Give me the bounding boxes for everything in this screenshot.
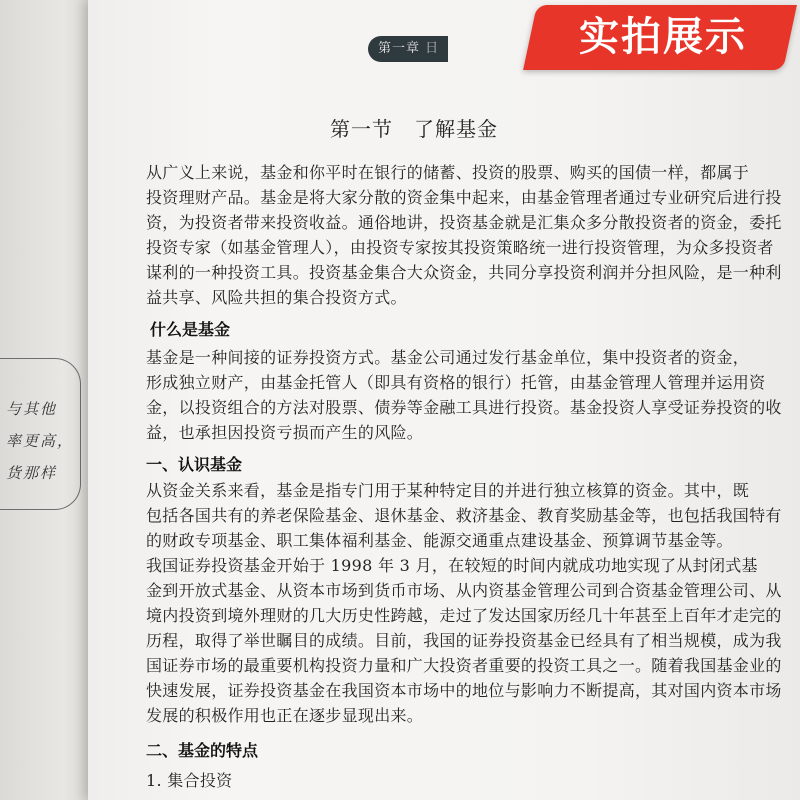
paragraph-line: 快速发展，证券投资基金在我国资本市场中的地位与影响力不断提高，其对国内资本市场 [146,681,782,700]
section-title: 第一节 了解基金 [330,117,498,141]
intro-line: 资，为投资者带来投资收益。通俗地讲，投资基金就是汇集众多分散投资者的资金，委托 [146,213,782,232]
chapter-label: 第一章 [378,41,421,56]
intro-line: 投资理财产品。基金是将大家分散的资金集中起来，由基金管理者通过专业研究后进行投 [146,188,782,207]
list-item: 1. 集合投资 [146,771,233,790]
chapter-tab [368,36,448,62]
paragraph-line: 从资金关系来看，基金是指专门用于某种特定目的并进行独立核算的资金。其中，既 [146,481,750,500]
intro-line: 益共享、风险共担的集合投资方式。 [146,288,407,307]
paragraph-line: 国证券市场的最重要机构投资力量和广大投资者重要的投资工具之一。随着我国基金业的 [146,656,782,675]
what-is-line: 益，也承担因投资亏损而产生的风险。 [146,423,424,442]
paragraph-line: 发展的积极作用也正在逐步显现出来。 [146,706,424,725]
underlying-text-line: 率更高， [6,432,75,450]
underlying-text-line: 与其他 [6,400,58,418]
intro-line: 投资专家（如基金管理人），由投资专家按其投资策略统一进行投资管理，为众多投资者 [146,238,774,257]
underlying-page [0,0,90,800]
intro-line: 谋利的一种投资工具。投资基金集合大众资金，共同分享投资利润并分担风险，是一种利 [146,263,782,282]
paragraph-line: 历程，取得了举世瞩目的成绩。目前，我国的证券投资基金已经具有了相当规模，成为我 [146,631,782,650]
heading-understand-fund: 一、认识基金 [146,455,243,474]
what-is-heading: 什么是基金 [150,320,231,339]
photo-banner-label: 实拍展示 [579,14,747,60]
intro-line: 从广义上来说，基金和你平时在银行的储蓄、投资的股票、购买的国债一样，都属于 [146,163,750,182]
paragraph-line: 金到开放式基金、从资本市场到货币市场、从内资基金管理公司到合资基金管理公司、从 [146,581,782,600]
paragraph-line: 境内投资到境外理财的几大历史性跨越，走过了发达国家历经几十年甚至上百年才走完的 [146,606,782,625]
paragraph-line: 包括各国共有的养老保险基金、退休基金、救济基金、教育奖励基金等，也包括我国特有 [146,506,782,525]
what-is-line: 形成独立财产，由基金托管人（即具有资格的银行）托管，由基金管理人管理并运用资 [146,373,766,392]
paragraph-line: 我国证券投资基金开始于 1998 年 3 月，在较短的时间内就成功地实现了从封闭式基 [146,556,758,575]
heading-fund-features: 二、基金的特点 [146,741,259,760]
underlying-text-line: 货那样 [6,464,58,482]
paragraph-line: 的财政专项基金、职工集体福利基金、能源交通重点建设基金、预算调节基金等。 [146,531,733,550]
what-is-line: 金，以投资组合的方法对股票、债券等金融工具进行投资。基金投资人享受证券投资的收 [146,398,782,417]
what-is-line: 基金是一种间接的证券投资方式。基金公司通过发行基金单位，集中投资者的资金， [146,348,750,367]
chapter-tail: 日 [425,41,440,56]
